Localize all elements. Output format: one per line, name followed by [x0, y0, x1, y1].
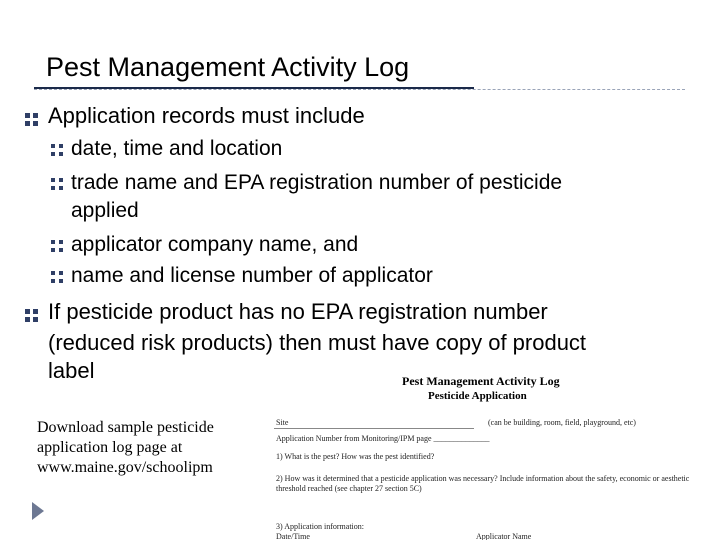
sub-bullet-icon — [51, 178, 67, 194]
title-underline — [34, 87, 474, 89]
doc-question-2a: 2) How was it determined that a pesticide application was necessary? Include information about the safety, economic or aesthetic — [276, 474, 690, 483]
doc-site-line — [274, 428, 474, 429]
download-note — [37, 418, 257, 478]
download-line: Download sample pesticide — [37, 419, 214, 436]
doc-subtitle: Pesticide Application — [428, 390, 527, 402]
sub-bullet-icon — [51, 271, 67, 287]
slide-title: Pest Management Activity Log — [46, 52, 410, 82]
sub-bullet-date-time-location: date, time and location — [71, 137, 283, 160]
sub-bullet-company-name: applicator company name, and — [71, 233, 359, 256]
bullet-text-records: Application records must include — [48, 103, 365, 128]
doc-question-2b: threshold reached (see chapter 27 section 5C) — [276, 484, 422, 493]
doc-question-3: 3) Application information: — [276, 522, 364, 531]
bullet-text-no-epa-line3: label — [48, 358, 95, 383]
bullet-icon — [25, 309, 41, 325]
sub-bullet-icon — [51, 240, 67, 256]
title-divider — [34, 89, 685, 90]
download-line: application log page at — [37, 439, 183, 456]
download-url[interactable]: www.maine.gov/schoolipm — [37, 459, 213, 476]
sub-bullet-trade-name: trade name and EPA registration number of pesticide — [71, 171, 563, 194]
sample-log-page-image — [262, 368, 720, 540]
bullet-text-no-epa-line2: (reduced risk products) then must have copy of product — [48, 330, 587, 355]
sub-bullet-license: name and license number of applicator — [71, 264, 433, 287]
sub-bullet-trade-name-cont: applied — [71, 199, 139, 222]
doc-title: Pest Management Activity Log — [402, 374, 560, 388]
next-slide-arrow-icon[interactable] — [32, 502, 44, 520]
doc-site-hint: (can be building, room, field, playground, etc) — [488, 418, 636, 427]
doc-question-1: 1) What is the pest? How was the pest identified? — [276, 452, 435, 461]
bullet-icon — [25, 113, 41, 129]
doc-app-number: Application Number from Monitoring/IPM page ______________ — [276, 434, 490, 443]
doc-datetime: Date/Time — [276, 532, 310, 540]
sub-bullet-icon — [51, 144, 67, 160]
doc-site-label: Site — [276, 418, 289, 427]
bullet-text-no-epa: If pesticide product has no EPA registration number — [48, 299, 548, 324]
doc-applicator-name: Applicator Name — [476, 532, 532, 540]
